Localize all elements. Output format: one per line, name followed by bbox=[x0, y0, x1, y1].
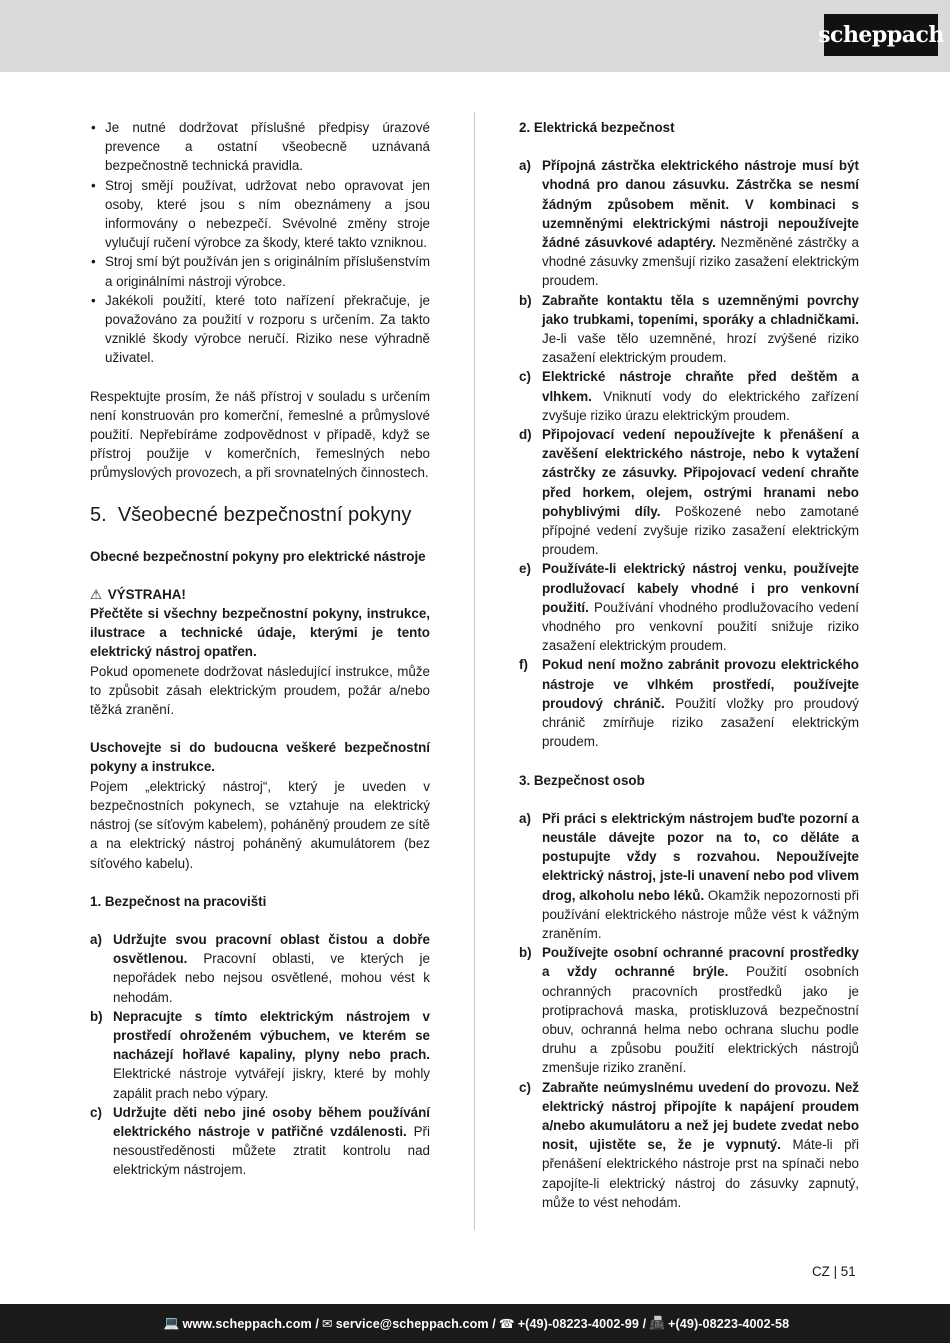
list-item bbox=[519, 156, 859, 290]
computer-icon: 💻 bbox=[163, 1316, 180, 1330]
persons-heading: 3. Bezpečnost osob bbox=[519, 772, 645, 788]
list-marker: a) bbox=[519, 158, 531, 174]
item-bold: Používáte-li elektrický nástroj venku, používejte prodlužovací kabely vhodné i pro venkovní použití. bbox=[542, 561, 859, 615]
footer-fax: +(49)-08223-4002-58 bbox=[667, 1316, 790, 1331]
footer-email[interactable]: service@scheppach.com bbox=[335, 1316, 489, 1331]
item-text: Použití osobních ochranných pracovních prostředků jako je protiprachová maska, protiskluzová bezpečnostní obuv, ochranná helma nebo ochrana sluchu podle druhu a způsobu použití elektrických nástrojů zmenšuje riziko zranění. bbox=[542, 964, 859, 1076]
footer-separator: / bbox=[642, 1316, 647, 1331]
bullet-item: • Je nutné dodržovat příslušné předpisy úrazové prevence a ostatní všeobecně uznávaná bezpečnostně technická pravidla. bbox=[90, 118, 430, 176]
column-divider bbox=[474, 112, 475, 1230]
workplace-heading: 1. Bezpečnost na pracovišti bbox=[90, 893, 267, 909]
item-text: Elektrické nástroje vytvářejí jiskry, které by mohly zapálit prach nebo výpary. bbox=[113, 1066, 430, 1101]
item-bold: Přípojná zástrčka elektrického nástroje musí být vhodná pro danou zásuvku. Zástrčka se nesmí žádným způsobem měnit. V kombinaci s uzemněnými elektrickými nástroji nepoužívejte žádné zásuvkové adaptéry. bbox=[542, 158, 859, 251]
item-text: Nezměněné zástrčky a vhodné zásuvky zmenšují riziko zasažení elektrickým proudem. bbox=[542, 235, 859, 289]
commercial-use-note: Respektujte prosím, že náš přístroj v souladu s určením není konstruován pro komerční, řemeslné a průmyslové použití. Nepřebíráme zodpovědnost v případě, když se přístroj použije v komerčních, řemeslných nebo průmyslových provozech, a při srovnatelných činnostech. bbox=[90, 388, 430, 481]
bullet-item: • Jakékoli použití, které toto nařízení překračuje, je považováno za použití v rozporu s určením. Za takto vzniklé škody výrobce neručí. Riziko nese výhradně uživatel. bbox=[90, 291, 430, 368]
list-marker: d) bbox=[519, 427, 532, 443]
item-text: Používání vhodného prodlužovacího vedení vhodného pro venkovní použití snižuje riziko zasažení elektrickým proudem. bbox=[542, 599, 859, 654]
list-item bbox=[90, 1007, 430, 1103]
item-bold: Zabraňte kontaktu těla s uzemněnými povrchy jako trubkami, topeními, sporáky a chladničkami. bbox=[542, 292, 859, 327]
item-bold: Pokud není možno zabránit provozu elektrického nástroje ve vlhkém prostředí, používejte proudový chránič. bbox=[542, 657, 859, 711]
footer-phone: +(49)-08223-4002-99 bbox=[517, 1316, 639, 1331]
item-text: Pracovní oblasti, ve kterých je nepořádek nebo nejsou osvětlené, mohou vést k nehodám. bbox=[113, 951, 430, 1005]
list-marker: c) bbox=[519, 369, 531, 385]
item-bold: Udržujte svou pracovní oblast čistou a dobře osvětlenou. bbox=[113, 931, 430, 967]
list-item bbox=[519, 559, 859, 655]
item-text: Máte-li při přenášení elektrického nástroje prst na spínači nebo zapojíte-li elektrický nástroj do zásuvky zapnutý, může to vést nehodám. bbox=[542, 1137, 859, 1210]
list-marker: b) bbox=[519, 292, 532, 308]
list-marker: b) bbox=[90, 1008, 103, 1024]
workplace-list bbox=[90, 930, 430, 1180]
list-marker: c) bbox=[519, 1079, 531, 1095]
warning-text: Pokud opomenete dodržovat následující instrukce, může to způsobit zásah elektrickým proudem, požár a/nebo těžká zranění. bbox=[90, 663, 430, 718]
item-bold: Nepracujte s tímto elektrickým nástrojem v prostředí ohroženém výbuchem, ve kterém se nacházejí hořlavé kapaliny, plyny nebo prach. bbox=[113, 1008, 430, 1063]
list-item bbox=[519, 809, 859, 943]
list-marker: a) bbox=[90, 931, 102, 947]
list-item bbox=[519, 943, 859, 1077]
list-item bbox=[519, 1078, 859, 1212]
list-item bbox=[90, 1103, 430, 1180]
footer-separator: / bbox=[315, 1316, 320, 1331]
footer-separator: / bbox=[492, 1316, 496, 1331]
warning-icon: ⚠ bbox=[90, 586, 103, 602]
left-column bbox=[90, 118, 430, 1180]
item-text: Použití vložky pro proudový chránič zmírňuje riziko zasažení elektrickým proudem. bbox=[542, 695, 859, 750]
list-item bbox=[90, 930, 430, 1007]
list-marker: f) bbox=[519, 657, 528, 673]
right-column bbox=[519, 118, 859, 1212]
list-item bbox=[519, 291, 859, 368]
electrical-heading: 2. Elektrická bezpečnost bbox=[519, 120, 675, 135]
item-text: Poškozené nebo zamotané přípojné vedení zvyšuje riziko zasažení elektrickým proudem. bbox=[542, 503, 859, 558]
header-band bbox=[0, 0, 950, 72]
footer-website[interactable]: www.scheppach.com bbox=[182, 1316, 312, 1331]
item-bold: Připojovací vedení nepoužívejte k přenášení a zavěšení elektrického nástroje, nebo k vytažení zástrčky ze zásuvky. Připojovací vedení chraňte před horkem, olejem, ostrými hranami nebo pohyblivými díly. bbox=[542, 427, 859, 519]
warning-title bbox=[90, 585, 430, 604]
warning-bold-text: Přečtěte si všechny bezpečnostní pokyny, instrukce, ilustrace a technické údaje, kterými je tento elektrický nástroj opatřen. bbox=[90, 606, 430, 660]
scheppach-logo: scheppach bbox=[824, 14, 938, 56]
item-text: Je-li vaše tělo uzemněné, hrozí zvýšené riziko zasažení elektrickým proudem. bbox=[542, 331, 859, 366]
list-item bbox=[519, 367, 859, 425]
section-number: 5. bbox=[90, 503, 107, 526]
item-text: Při nesoustředěnosti můžete ztratit kontrolu nad elektrickým nástrojem. bbox=[113, 1123, 430, 1178]
section-title: Všeobecné bezpečnostní pokyny bbox=[117, 503, 412, 526]
page-number: CZ | 51 bbox=[812, 1264, 856, 1279]
warning-label: VÝSTRAHA! bbox=[107, 586, 186, 602]
phone-icon: ☎ bbox=[498, 1317, 515, 1331]
item-bold: Udržujte děti nebo jiné osoby během používání elektrického nástroje v patřičné vzdálenosti. bbox=[113, 1104, 430, 1139]
item-bold: Při práci s elektrickým nástrojem buďte pozorní a neustále dávejte pozor na to, co děláte a postupujte vždy s rozvahou. Nepoužívejte elektrický nástroj, jste-li unavení nebo pod vlivem drog, alkoholu nebo léků. bbox=[542, 810, 859, 903]
keep-instructions-bold: Uschovejte si do budoucna veškeré bezpečnostní pokyny a instrukce. bbox=[90, 740, 430, 775]
item-bold: Používejte osobní ochranné pracovní prostředky a vždy ochranné brýle. bbox=[542, 945, 859, 980]
subheading: Obecné bezpečnostní pokyny pro elektrické nástroje bbox=[90, 548, 426, 564]
footer-bar bbox=[0, 1304, 950, 1343]
bullet-item: • Stroj smějí používat, udržovat nebo opravovat jen osoby, které jsou s ním obeznámeny a jsou informovány o nebezpečí. Svévolné změny stroje vylučují ručení výrobce za škody, které takto vzniknou. bbox=[90, 176, 430, 253]
persons-list bbox=[519, 809, 859, 1212]
item-text: Vniknutí vody do elektrického zařízení zvyšuje riziko úrazu elektrickým proudem. bbox=[542, 388, 859, 423]
mail-icon: ✉ bbox=[322, 1317, 333, 1331]
item-bold: Zabraňte neúmyslnému uvedení do provozu. Než elektrický nástroj připojíte k napájení proudem a/nebo akumulátoru a než jej budete zvedat nebo nosit, ujistěte se, že je vypnutý. bbox=[542, 1079, 859, 1153]
usage-bullet-list bbox=[90, 118, 430, 368]
item-bold: Elektrické nástroje chraňte před deštěm a vlhkem. bbox=[542, 369, 859, 404]
fax-icon: 📠 bbox=[649, 1316, 665, 1330]
list-marker: a) bbox=[519, 810, 531, 826]
list-marker: b) bbox=[519, 945, 532, 961]
list-item bbox=[519, 655, 859, 751]
item-text: Okamžik nepozornosti při používání elektrického nástroje může vést k vážným zraněním. bbox=[542, 887, 859, 941]
list-marker: e) bbox=[519, 561, 531, 577]
section-heading bbox=[90, 502, 430, 528]
keep-instructions-text: Pojem „elektrický nástroj“, který je uveden v bezpečnostních pokynech, se vztahuje na elektrický nástroj (se síťovým kabelem), poháněný proudem ze sítě a na elektrický nástroj poháněný akumulátorem (bez síťového kabelu). bbox=[90, 778, 430, 871]
list-item bbox=[519, 425, 859, 559]
bullet-item: • Stroj smí být používán jen s originálním příslušenstvím a originálními nástroji výrobce. bbox=[90, 252, 430, 290]
list-marker: c) bbox=[90, 1104, 102, 1120]
electrical-list bbox=[519, 156, 859, 751]
